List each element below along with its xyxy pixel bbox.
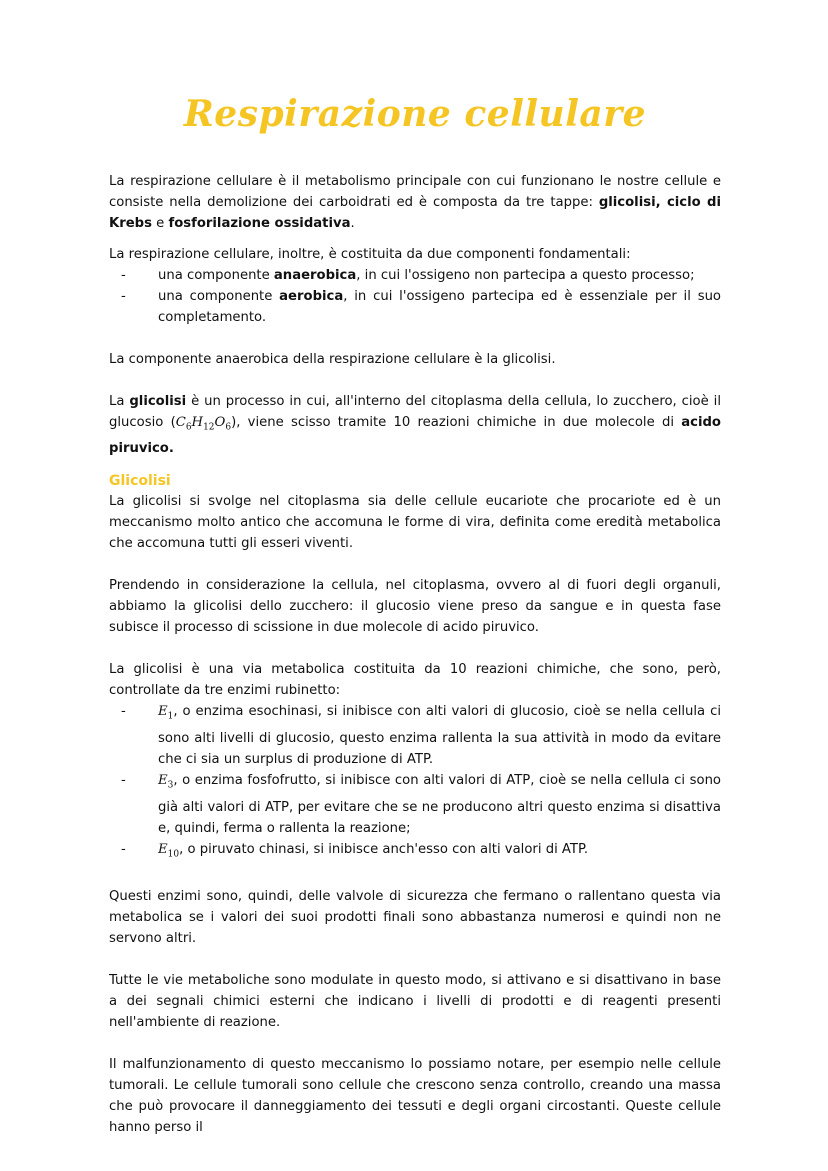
list-item: - una componente aerobica, in cui l'ossigeno partecipa ed è essenziale per il suo completamento. <box>158 286 721 328</box>
enzyme-symbol: $E_1$ <box>158 704 174 722</box>
enzymes-list <box>109 701 721 865</box>
list-item: - $E_{10}$, o piruvato chinasi, si inibisce anch'esso con alti valori di ATP. <box>158 839 721 866</box>
term-glicolisi: glicolisi <box>598 194 656 210</box>
list-item: - $E_1$, o enzima esochinasi, si inibisce con alti valori di glucosio, cioè se nella cellula ci sono alti livelli di glucosio, questo enzima rallenta la sua attività in modo da evitare che ci sia un surplus di produzione di ATP. <box>158 701 721 770</box>
document-page <box>109 95 721 1138</box>
enzyme-symbol: $E_3$ <box>158 772 174 791</box>
modulation-paragraph: Tutte le vie metaboliche sono modulate in questo modo, si attivano e si disattivano in base a dei segnali chimici esterni che indicano i livelli di prodotti e di reagenti presenti nell'ambiente di reazione. <box>109 973 721 1031</box>
glycolysis-paragraph-2: Prendendo in considerazione la cellula, nel citoplasma, ovvero al di fuori degli organuli, abbiamo la glicolisi dello zucchero: il glucosio viene preso da sangue e in questa fase subisce il processo di scissione in due molecole di acido piruvico. <box>109 578 721 636</box>
tumor-paragraph: Il malfunzionamento di questo meccanismo lo possiamo notare, per esempio nelle cellule tumorali. Le cellule tumorali sono cellule che crescono senza controllo, creando una massa che può provocare il danneggiamento dei tessuti e degli organi circostanti. Queste cellule hanno perso il <box>109 1057 721 1136</box>
valves-paragraph: Questi enzimi sono, quindi, delle valvole di sicurezza che fermano o rallentano questa via metabolica se i valori dei suoi prodotti finali sono abbastanza numerosi e quindi non ne servono altri. <box>109 889 721 947</box>
list-item: - $E_3$, o enzima fosfofrutto, si inibisce con alti valori di ATP, cioè se nella cellula ci sono già alti valori di ATP, per evitare che se ne producono altri questo enzima si disattiva e, quindi, ferma o rallenta la reazione; <box>158 770 721 839</box>
glycolysis-definition: La glicolisi è un processo in cui, all'interno del citoplasma della cellula, lo zucchero, cioè il glucosio $(C_6H_{12}O_6)$, viene scisso tramite 10 reazioni chimiche in due molecole di acido piruvico. <box>109 393 721 457</box>
glycolysis-paragraph-1: La glicolisi si svolge nel citoplasma sia delle cellule eucariote che procariote ed è un meccanismo molto antico che accomuna le forme di vira, definita come eredità metabolica che accomuna tutti gli esseri viventi. <box>109 494 721 552</box>
term-krebs: ciclo di Krebs <box>109 194 721 231</box>
enzyme-symbol: $E_{10}$ <box>158 841 180 860</box>
term-fosforilazione: fosforilazione ossidativa <box>168 215 351 231</box>
list-item: - una componente anaerobica, in cui l'ossigeno non partecipa a questo processo; <box>158 265 721 286</box>
intro-paragraph: La respirazione cellulare è il metabolismo principale con cui funzionano le nostre cellule e consiste nella demolizione dei carboidrati ed è composta da tre tappe: glicolisi, ciclo di Krebs e fosforilazione ossidativa. <box>109 173 721 231</box>
components-list <box>109 265 721 328</box>
glycolysis-paragraph-3: La glicolisi è una via metabolica costituita da 10 reazioni chimiche, che sono, però, controllate da tre enzimi rubinetto: <box>109 662 721 699</box>
section-heading-glicolisi: Glicolisi <box>109 473 171 490</box>
page-title: Respirazione cellulare <box>183 93 647 135</box>
components-paragraph: La respirazione cellulare, inoltre, è costituita da due componenti fondamentali: <box>109 246 631 262</box>
anaerobic-paragraph: La componente anaerobica della respirazione cellulare è la glicolisi. <box>109 351 556 367</box>
glucose-formula: $C_6H_{12}O_6$ <box>175 414 232 433</box>
